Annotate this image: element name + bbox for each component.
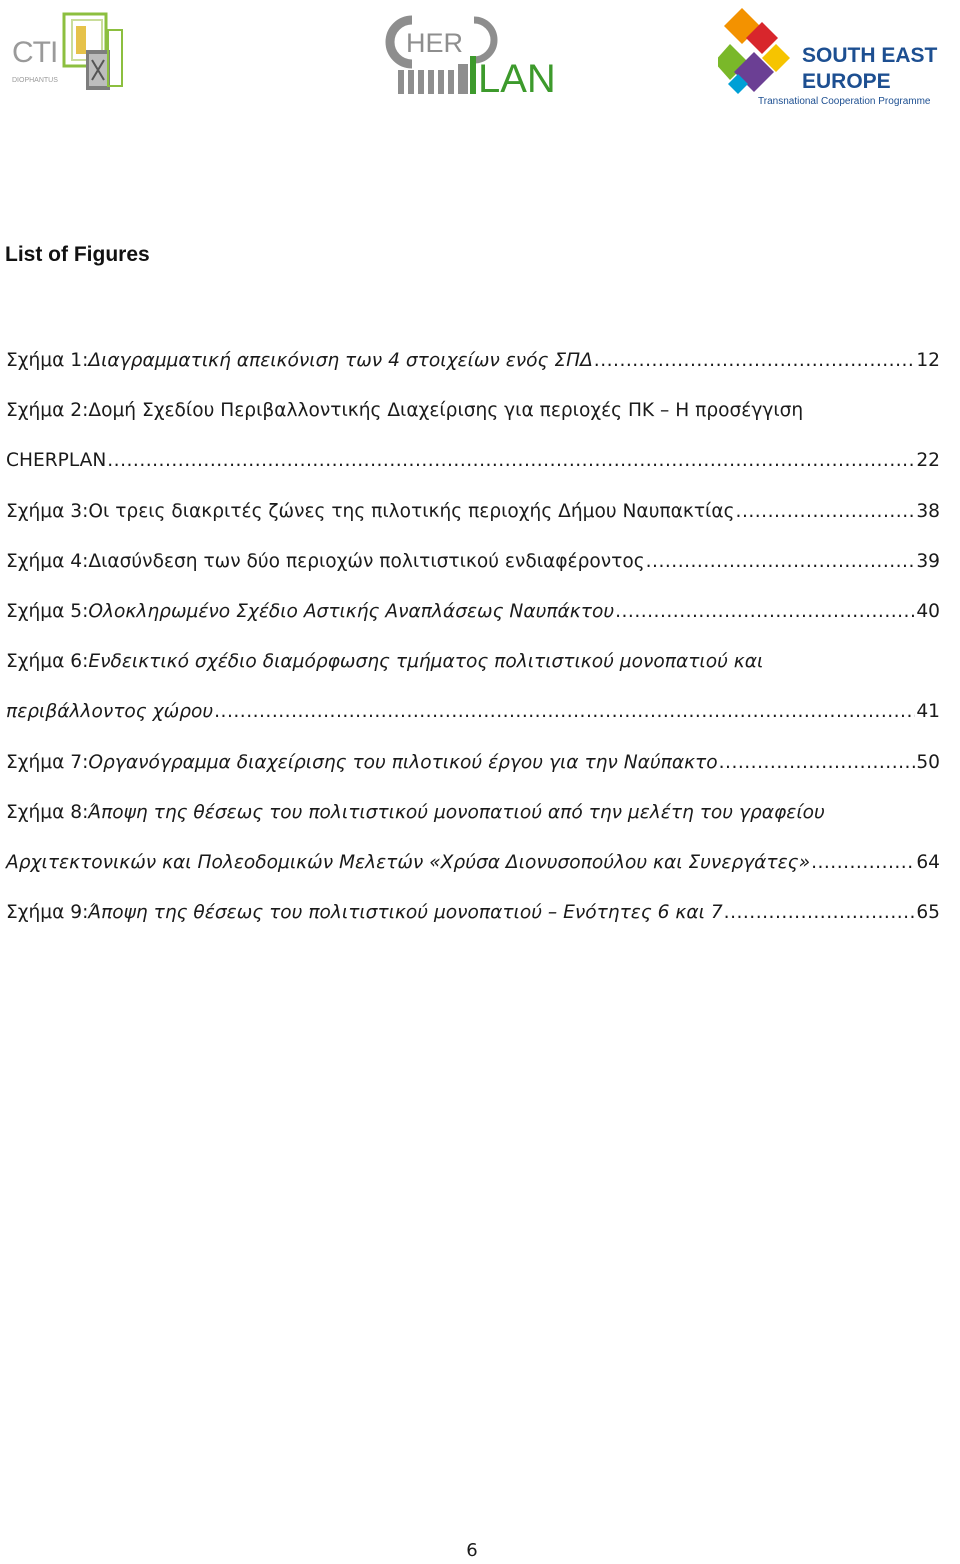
figure-page-number: 64 bbox=[916, 852, 940, 874]
figure-page-number: 39 bbox=[916, 550, 940, 572]
see-logo bbox=[718, 4, 958, 108]
section-title: List of Figures bbox=[5, 243, 150, 266]
figure-caption-line2: Αρχιτεκτονικών και Πολεοδομικών Μελετών «Χρύσα Διονυσοπούλου και Συνεργάτες» bbox=[6, 852, 811, 874]
dot-leader bbox=[615, 587, 915, 637]
figure-page-number: 50 bbox=[916, 751, 940, 773]
figure-entry-8[interactable] bbox=[6, 788, 940, 888]
figure-caption-line2: CHERPLAN bbox=[6, 450, 107, 472]
dot-leader bbox=[107, 436, 915, 486]
page-header bbox=[0, 0, 960, 110]
dot-leader bbox=[811, 838, 915, 888]
cti-logo-subtext: DIOPHANTUS bbox=[12, 77, 58, 84]
cherplan-text-bottom: LAN bbox=[478, 57, 556, 100]
cherplan-logo-graphic bbox=[378, 12, 563, 100]
cti-logo bbox=[6, 10, 126, 100]
figure-page-number: 65 bbox=[916, 902, 940, 924]
dot-leader bbox=[719, 738, 916, 788]
figure-label: Σχήμα 2: bbox=[6, 400, 89, 422]
figure-page-number: 12 bbox=[916, 350, 940, 371]
figure-entry-9[interactable] bbox=[6, 888, 940, 938]
figure-label: Σχήμα 7: bbox=[6, 751, 89, 773]
figure-entry-5[interactable] bbox=[6, 587, 940, 637]
figure-caption: Οργανόγραμμα διαχείρισης του πιλοτικού έργου για την Ναύπακτο bbox=[88, 751, 718, 773]
figure-page-number: 40 bbox=[916, 601, 940, 623]
figure-caption: Ολοκληρωμένο Σχέδιο Αστικής Αναπλάσεως Ναυπάκτου bbox=[88, 601, 615, 623]
figure-caption-line1: Δομή Σχεδίου Περιβαλλοντικής Διαχείρισης για περιοχές ΠΚ – Η προσέγγιση bbox=[88, 400, 804, 422]
figure-caption-line1: Ενδεικτικό σχέδιο διαμόρφωσης τμήματος πολιτιστικού μονοπατιού και bbox=[88, 651, 764, 673]
figure-label: Σχήμα 1: bbox=[6, 350, 89, 371]
figure-entry-2[interactable] bbox=[6, 386, 940, 486]
dot-leader bbox=[736, 487, 916, 537]
dot-leader bbox=[214, 687, 915, 737]
figure-label: Σχήμα 5: bbox=[6, 601, 89, 623]
figure-label: Σχήμα 6: bbox=[6, 651, 89, 673]
cherplan-logo bbox=[378, 12, 563, 100]
figure-caption: Οι τρεις διακριτές ζώνες της πιλοτικής περιοχής Δήμου Ναυπακτίας bbox=[88, 500, 735, 522]
dot-leader bbox=[594, 336, 916, 386]
figure-page-number: 38 bbox=[916, 500, 940, 522]
figure-caption-line2: περιβάλλοντος χώρου bbox=[6, 701, 214, 723]
figure-page-number: 22 bbox=[916, 450, 940, 472]
figure-label: Σχήμα 4: bbox=[6, 550, 89, 572]
see-title-line1: SOUTH EAST bbox=[802, 44, 938, 67]
dot-leader bbox=[724, 888, 916, 938]
see-logo-graphic bbox=[718, 4, 958, 108]
figure-caption: Διασύνδεση των δύο περιοχών πολιτιστικού ενδιαφέροντος bbox=[88, 550, 645, 572]
figure-entry-1[interactable] bbox=[6, 336, 940, 386]
cti-logo-graphic bbox=[6, 10, 126, 100]
figure-entry-3[interactable] bbox=[6, 487, 940, 537]
figure-list bbox=[6, 336, 940, 938]
figure-caption: Διαγραμματική απεικόνιση των 4 στοιχείων ενός ΣΠΔ bbox=[88, 350, 593, 371]
figure-caption: Άποψη της θέσεως του πολιτιστικού μονοπατιού – Ενότητες 6 και 7 bbox=[88, 902, 723, 924]
see-subtitle: Transnational Cooperation Programme bbox=[758, 96, 931, 107]
figure-label: Σχήμα 8: bbox=[6, 801, 89, 823]
page-number: 6 bbox=[466, 1540, 478, 1561]
figure-label: Σχήμα 3: bbox=[6, 500, 89, 522]
cti-logo-text: CTI bbox=[12, 36, 58, 69]
figure-entry-7[interactable] bbox=[6, 738, 940, 788]
figure-caption-line1: Άποψη της θέσεως του πολιτιστικού μονοπατιού από την μελέτη του γραφείου bbox=[88, 801, 825, 823]
dot-leader bbox=[646, 537, 916, 587]
figure-label: Σχήμα 9: bbox=[6, 902, 89, 924]
figure-entry-4[interactable] bbox=[6, 537, 940, 587]
cherplan-text-top: HER bbox=[406, 28, 464, 58]
figure-page-number: 41 bbox=[916, 701, 940, 723]
see-title-line2: EUROPE bbox=[802, 70, 891, 93]
figure-entry-6[interactable] bbox=[6, 637, 940, 737]
